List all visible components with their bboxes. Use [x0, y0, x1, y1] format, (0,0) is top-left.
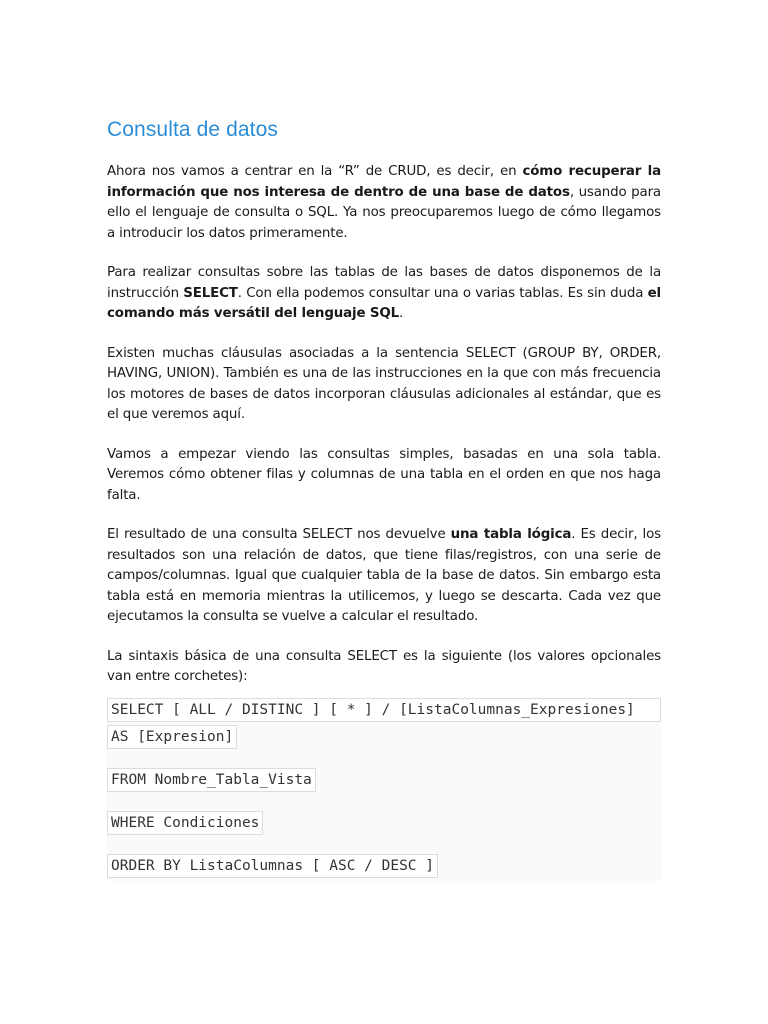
page-title: Consulta de datos: [107, 118, 278, 141]
text: . Es decir, los resultados son una relación de datos, que tiene filas/registros, con una serie de campos/columnas. Igual que cualquier tabla de la base de datos. Sin embargo esta tabla está en memoria mientras la utilicemos, y luego se descarta. Cada vez que ejecutamos la consulta se vuelve a calcular el resultado.: [107, 527, 661, 624]
code-row: [107, 698, 661, 725]
text: Para realizar consultas sobre las tablas de las bases de datos disponemos de la instrucción: [107, 265, 661, 301]
bold-text: una tabla lógica: [450, 527, 572, 542]
code-spacer: [107, 838, 661, 854]
code-spacer: [107, 795, 661, 811]
paragraph-logical-table: [107, 525, 661, 628]
paragraph-crud-intro: [107, 162, 661, 244]
code-line-order-by: ORDER BY ListaColumnas [ ASC / DESC ]: [107, 854, 438, 878]
bold-text: SELECT: [183, 285, 238, 301]
code-row: [107, 854, 661, 881]
text: .: [399, 306, 404, 321]
code-row: [107, 811, 661, 838]
text: Ahora nos vamos a centrar en la “R” de CRUD, es decir, en: [107, 164, 523, 179]
document-page: [107, 118, 661, 881]
code-row: [107, 725, 661, 752]
paragraph-simple-queries: Vamos a empezar viendo las consultas simples, basadas en una sola tabla. Veremos cómo obtener filas y columnas de una tabla en el orden en que nos haga falta.: [107, 446, 661, 503]
code-line-select: SELECT [ ALL / DISTINC ] [ * ] / [ListaColumnas_Expresiones]: [107, 698, 661, 722]
paragraph-clauses: Existen muchas cláusulas asociadas a la sentencia SELECT (GROUP BY, ORDER, HAVING, UNION). También es una de las instrucciones en la que con más frecuencia los motores de bases de datos incorporan cláusulas adicionales al estándar, que es el que veremos aquí.: [107, 345, 661, 422]
code-block: [107, 698, 661, 881]
code-row: [107, 768, 661, 795]
code-line-from: FROM Nombre_Tabla_Vista: [107, 768, 316, 792]
text: . Con ella podemos consultar una o varias tablas. Es sin duda: [237, 285, 648, 301]
bold-text: el comando más versátil del lenguaje SQL: [107, 285, 661, 321]
paragraph-select-instruction: [107, 263, 661, 325]
code-spacer: [107, 752, 661, 768]
paragraph-syntax: La sintaxis básica de una consulta SELECT es la siguiente (los valores opcionales van entre corchetes):: [107, 648, 661, 684]
code-group-select: [107, 698, 661, 881]
code-line-where: WHERE Condiciones: [107, 811, 263, 835]
text: El resultado de una consulta SELECT nos devuelve: [107, 527, 451, 542]
text: , usando para ello el lenguaje de consulta o SQL. Ya nos preocuparemos luego de cómo llegamos a introducir los datos primeramente.: [107, 184, 661, 241]
code-line-as: AS [Expresion]: [107, 725, 237, 749]
bold-text: cómo recuperar la información que nos interesa de dentro de una base de datos: [107, 164, 661, 200]
